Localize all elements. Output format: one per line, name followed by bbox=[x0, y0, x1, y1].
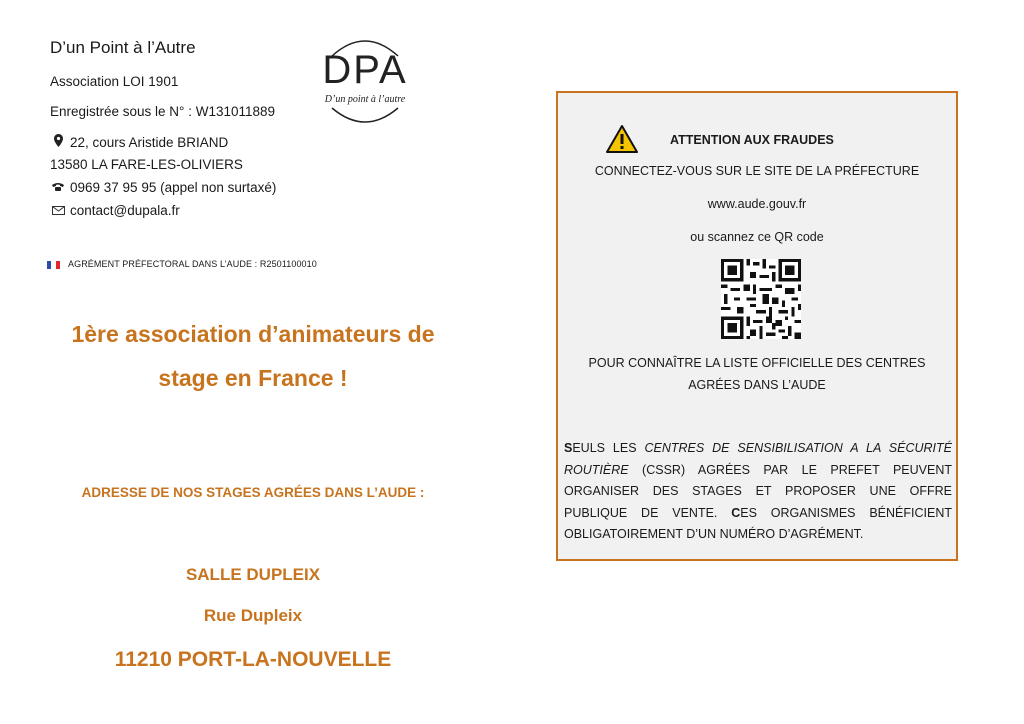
venue-city: 11210 PORT-LA-NOUVELLE bbox=[114, 648, 392, 671]
address-section-title: ADRESSE DE NOS STAGES AGRÉES DANS L’AUDE : bbox=[81, 485, 425, 500]
email-address[interactable]: contact@dupala.fr bbox=[70, 203, 180, 218]
para-initial-s: S bbox=[564, 441, 573, 455]
qr-code-icon[interactable] bbox=[721, 259, 801, 339]
logo-tagline: D’un point à l’autre bbox=[324, 94, 406, 105]
french-flag-icon bbox=[47, 261, 60, 269]
headline-line-1: 1ère association d’animateurs de bbox=[71, 321, 435, 347]
warning-icon bbox=[605, 124, 639, 159]
official-list-line-2: AGRÉES DANS L’AUDE bbox=[688, 378, 826, 392]
connect-text: CONNECTEZ-VOUS SUR LE SITE DE LA PRÉFECTURE bbox=[594, 164, 920, 178]
para-initial-c: C bbox=[731, 505, 741, 520]
para-part-2: (CSSR) AGRÉES PAR LE PREFET PEUVENT ORGANISER DES STAGES ET PROPOSER UNE OFFRE PUBLIQUE DE VENTE. bbox=[564, 462, 952, 520]
fraud-warning-box bbox=[556, 91, 958, 561]
scan-text: ou scannez ce QR code bbox=[690, 230, 824, 244]
official-list-text bbox=[558, 352, 956, 396]
address-line-1-text: 22, cours Aristide BRIAND bbox=[70, 135, 229, 150]
phone-line bbox=[50, 180, 276, 195]
agrement-text: AGRÉMENT PRÉFECTORAL DANS L’AUDE : R2501100010 bbox=[68, 259, 317, 269]
agrement-line bbox=[47, 259, 317, 269]
email-line bbox=[50, 203, 180, 218]
address-line-2: 13580 LA FARE-LES-OLIVIERS bbox=[50, 157, 243, 172]
para-part-1: EULS LES bbox=[572, 441, 645, 455]
association-type: Association LOI 1901 bbox=[50, 74, 179, 89]
logo-letters: DPA bbox=[322, 48, 408, 92]
venue-name: SALLE DUPLEIX bbox=[185, 565, 321, 584]
venue-street: Rue Dupleix bbox=[203, 606, 303, 625]
envelope-icon bbox=[50, 204, 66, 218]
headline-line-2: stage en France ! bbox=[158, 365, 348, 391]
dpa-logo bbox=[310, 30, 420, 128]
phone-number: 0969 37 95 95 (appel non surtaxé) bbox=[70, 180, 277, 195]
prefecture-url[interactable]: www.aude.gouv.fr bbox=[707, 197, 807, 211]
registration-number: Enregistrée sous le N° : W131011889 bbox=[50, 104, 276, 119]
headline bbox=[20, 312, 486, 400]
org-name: D’un Point à l’Autre bbox=[50, 38, 196, 57]
para-part-3: ES ORGANISMES BÉNÉFICIENT OBLIGATOIREMENT D’UN NUMÉRO D’AGRÉMENT. bbox=[564, 505, 952, 541]
address-line-1 bbox=[50, 134, 228, 150]
location-pin-icon bbox=[50, 134, 66, 150]
phone-icon bbox=[50, 181, 66, 195]
para-italic: CENTRES DE SENSIBILISATION A LA SÉCURITÉ ROUTIÈRE bbox=[564, 441, 952, 477]
cssr-paragraph bbox=[564, 438, 952, 546]
official-list-line-1: POUR CONNAÎTRE LA LISTE OFFICIELLE DES CENTRES bbox=[588, 356, 926, 370]
fraud-title: ATTENTION AUX FRAUDES bbox=[670, 133, 834, 147]
